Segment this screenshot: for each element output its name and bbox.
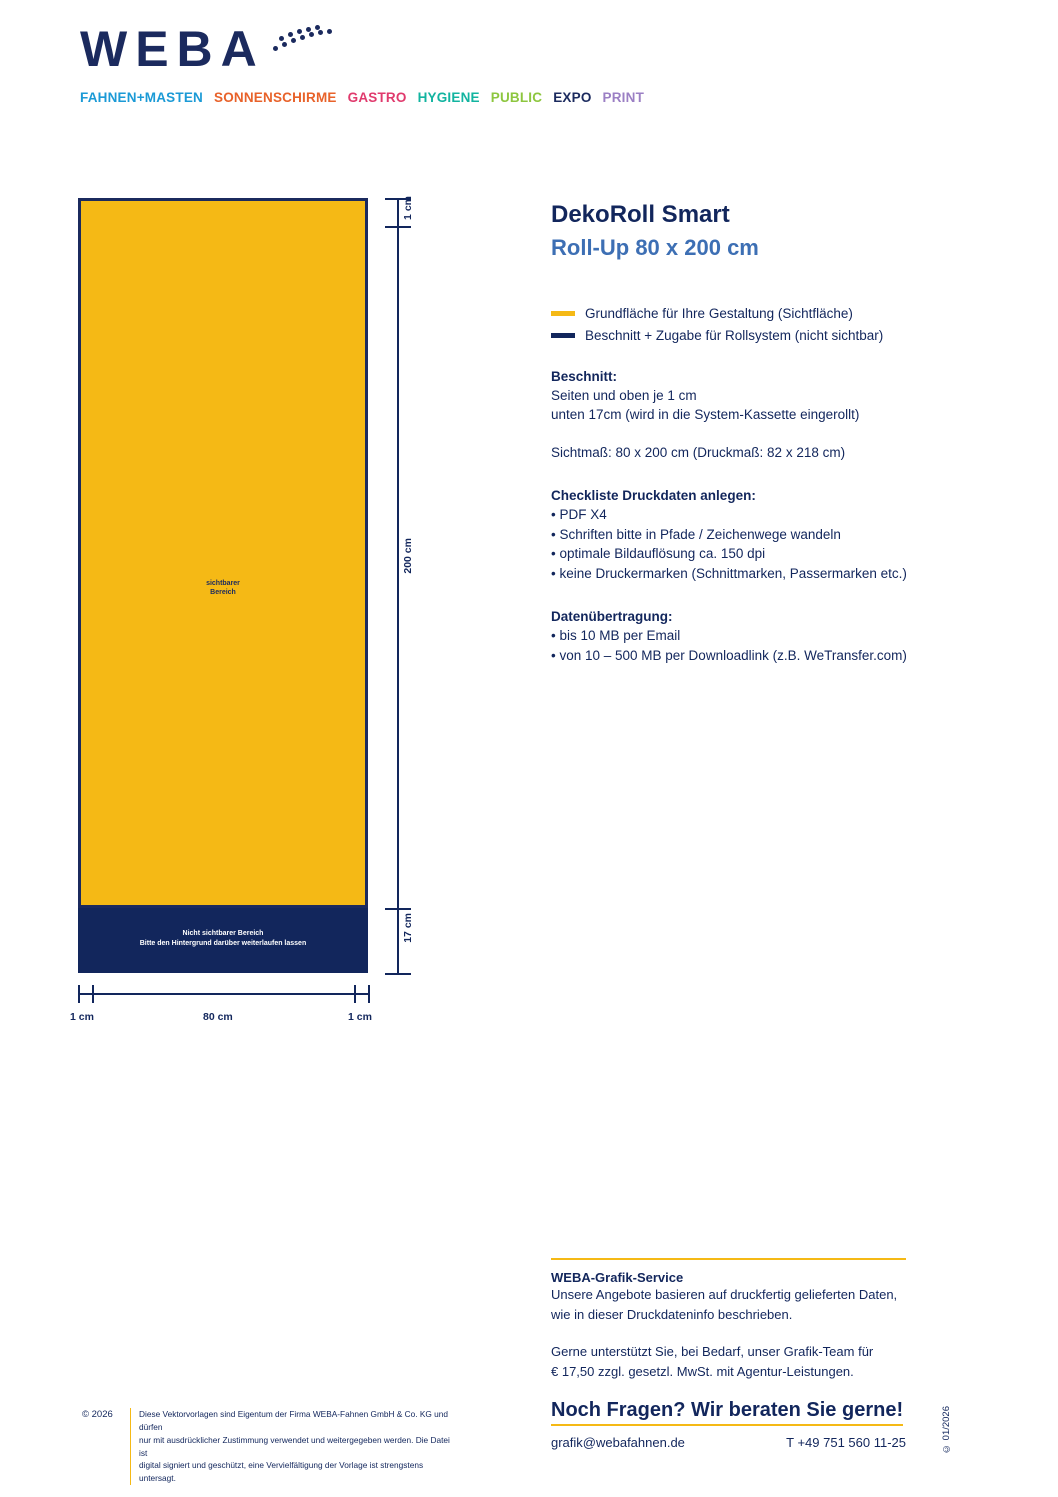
product-subtitle: Roll-Up 80 x 200 cm	[551, 235, 759, 260]
nav-item-fahnen-masten[interactable]: FAHNEN+MASTEN	[80, 90, 203, 105]
legal-text	[130, 1408, 452, 1485]
horizontal-dimensions	[70, 985, 388, 1033]
contact-row	[551, 1435, 906, 1450]
checkliste-item-2: • Schriften bitte in Pfade / Zeichenwege wandeln	[551, 526, 841, 542]
section-checkliste	[551, 488, 971, 583]
copyright-year: © 2026	[82, 1409, 113, 1420]
nav-item-sonnenschirme[interactable]: SONNENSCHIRME	[214, 90, 337, 105]
section-datenuebertragung	[551, 609, 971, 665]
contact-email[interactable]: grafik@webafahnen.de	[551, 1435, 685, 1450]
brand-category-nav	[80, 90, 680, 105]
legend-label-bleed: Beschnitt + Zugabe für Rollsystem (nicht sichtbar)	[585, 327, 884, 343]
spacer	[551, 425, 971, 443]
contact-phone[interactable]: T +49 751 560 11-25	[786, 1435, 906, 1450]
service-line-2: wie in dieser Druckdateninfo beschrieben.	[551, 1306, 793, 1322]
beschnitt-line-1: Seiten und oben je 1 cm	[551, 387, 697, 403]
nav-item-gastro[interactable]: GASTRO	[347, 90, 407, 105]
document-side-code: © 01/2026	[941, 1406, 952, 1454]
vertical-dimensions	[385, 198, 445, 973]
hidden-area-label-line1: Nicht sichtbarer Bereich	[182, 930, 264, 937]
template-drawing	[78, 198, 378, 973]
legend-swatch-bleed-icon	[551, 333, 575, 338]
section-beschnitt	[551, 369, 971, 463]
visible-print-area	[78, 198, 368, 908]
legend-item-bleed	[551, 328, 971, 343]
datenuebertragung-item-2: • von 10 – 500 MB per Downloadlink (z.B. WeTransfer.com)	[551, 648, 907, 663]
dim-label-width: 80 cm	[203, 1011, 233, 1023]
visible-area-label	[81, 579, 365, 598]
legal-line-3: digital signiert und geschützt, eine Vervielfältigung der Vorlage ist strengstens untersagt.	[139, 1460, 424, 1484]
beschnitt-line-3: Sichtmaß: 80 x 200 cm (Druckmaß: 82 x 218 cm)	[551, 444, 846, 460]
dim-label-right: 1 cm	[348, 1011, 372, 1023]
nav-item-print[interactable]: PRINT	[602, 90, 645, 105]
hidden-area-label-line2: Bitte den Hintergrund darüber weiterlaufen lassen	[139, 940, 307, 948]
spec-content	[551, 200, 971, 666]
footer-divider	[551, 1258, 906, 1260]
dim-line-middle	[397, 226, 399, 908]
logo-wordmark: WEBA	[80, 21, 265, 77]
legend-item-visible	[551, 306, 971, 321]
checkliste-heading: Checkliste Druckdaten anlegen:	[551, 488, 756, 504]
service-line-4: € 17,50 zzgl. gesetzl. MwSt. mit Agentur-Leistungen.	[551, 1363, 854, 1379]
service-line-3: Gerne unterstützt Sie, bei Bedarf, unser Grafik-Team für	[551, 1344, 874, 1359]
footer-legal-block	[82, 1408, 452, 1485]
beschnitt-line-2: unten 17cm (wird in die System-Kassette eingerollt)	[551, 407, 860, 423]
dim-label-left: 1 cm	[70, 1011, 94, 1023]
dim-tick-right-edge	[368, 985, 370, 1003]
nav-item-public[interactable]: PUBLIC	[490, 90, 543, 105]
dim-tick-bottom	[385, 973, 411, 975]
service-line-1: Unsere Angebote basieren auf druckfertig gelieferten Daten,	[551, 1287, 898, 1302]
datenuebertragung-item-1: • bis 10 MB per Email	[551, 628, 681, 644]
dim-label-top: 1 cm	[402, 196, 414, 220]
dim-line-bottom	[397, 908, 399, 973]
footer-service-block	[551, 1258, 911, 1450]
dim-label-bottom: 17 cm	[402, 913, 414, 943]
dim-line-top	[397, 198, 399, 226]
legal-line-2: nur mit ausdrücklicher Zustimmung verwendet und weitergegeben werden. Die Datei ist	[139, 1434, 450, 1458]
spacer	[551, 1324, 911, 1342]
legend-label-visible: Grundfläche für Ihre Gestaltung (Sichtfläche)	[585, 305, 853, 321]
checkliste-item-4: • keine Druckermarken (Schnittmarken, Passermarken etc.)	[551, 565, 907, 581]
contact-cta[interactable]: Noch Fragen? Wir beraten Sie gerne!	[551, 1399, 903, 1426]
checkliste-item-3: • optimale Bildauflösung ca. 150 dpi	[551, 546, 766, 562]
nav-item-hygiene[interactable]: HYGIENE	[417, 90, 480, 105]
dim-line-width	[92, 993, 354, 995]
brand-logo	[80, 21, 680, 105]
dim-label-middle: 200 cm	[402, 538, 414, 574]
dim-line-right	[354, 993, 368, 995]
logo-dots-icon	[269, 24, 339, 54]
service-heading: WEBA-Grafik-Service	[551, 1270, 684, 1285]
visible-area-label-line2: Bereich	[210, 589, 236, 597]
datenuebertragung-heading: Datenübertragung:	[551, 609, 673, 625]
product-title: DekoRoll Smart	[551, 201, 730, 228]
legend	[551, 306, 971, 343]
checkliste-item-1: • PDF X4	[551, 507, 607, 523]
beschnitt-heading: Beschnitt:	[551, 368, 618, 384]
nav-item-expo[interactable]: EXPO	[553, 90, 592, 105]
visible-area-label-line1: sichtbarer	[206, 580, 240, 587]
dim-line-left	[78, 993, 92, 995]
legend-swatch-visible-icon	[551, 311, 575, 316]
legal-line-1: Diese Vektorvorlagen sind Eigentum der Firma WEBA-Fahnen GmbH & Co. KG und dürfen	[139, 1409, 448, 1432]
hidden-print-area	[78, 908, 368, 973]
hidden-area-label	[78, 929, 368, 949]
